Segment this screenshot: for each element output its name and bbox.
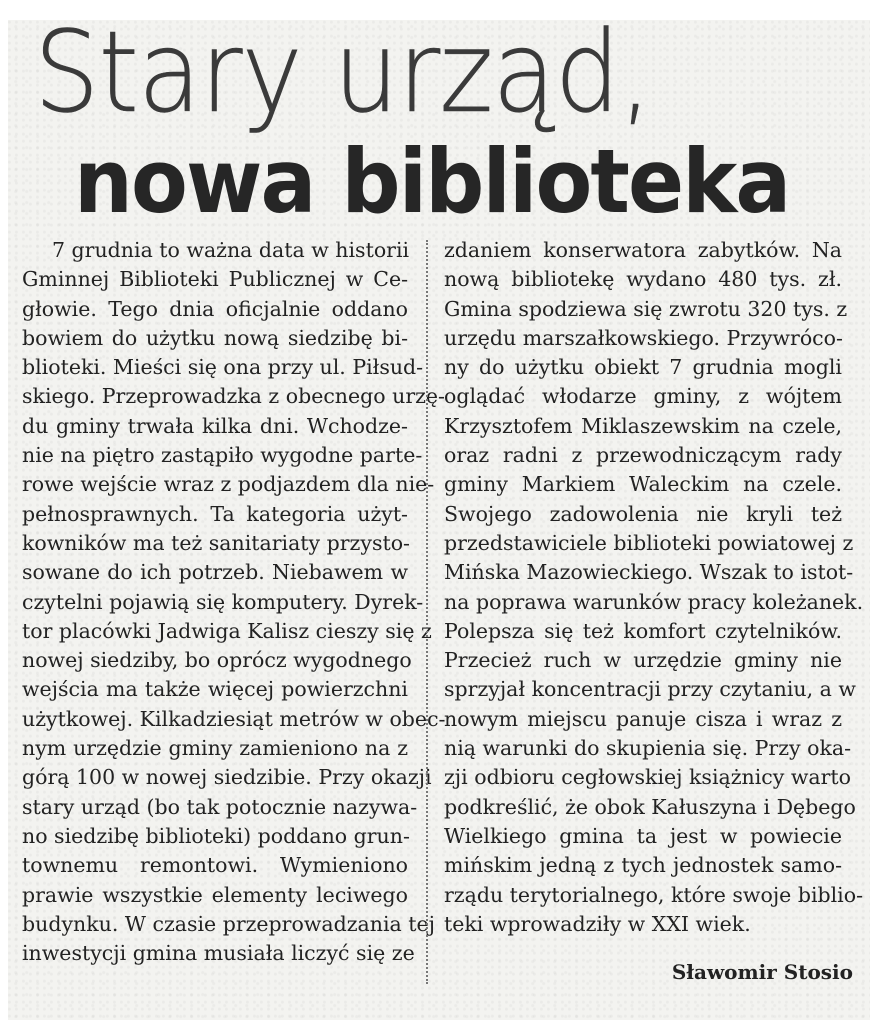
article-line: Mińska Mazowieckiego. Wszak to istot- bbox=[444, 560, 854, 585]
article-line: nią warunki do skupienia się. Przy oka- bbox=[444, 736, 852, 761]
article-line: przedstawiciele biblioteki powiatowej z bbox=[444, 530, 854, 555]
article-line: nową bibliotekę wydano 480 tys. zł. bbox=[444, 267, 842, 292]
article-line: rządu terytorialnego, które swoje biblio- bbox=[444, 882, 864, 907]
article-line: sprzyjał koncentracji przy czytaniu, a w bbox=[444, 677, 856, 702]
article-line: urzędu marszałkowskiego. Przywróco- bbox=[444, 325, 843, 350]
article-line: kowników ma też sanitariaty przysto- bbox=[22, 530, 410, 555]
article-line: głowie. Tego dnia oficjalnie oddano bbox=[22, 296, 408, 321]
article-line: prawie wszystkie elementy leciwego bbox=[22, 882, 408, 907]
article-line: du gminy trwała kilka dni. Wchodze- bbox=[22, 413, 408, 438]
article-line: nym urzędzie gminy zamieniono na z bbox=[22, 736, 408, 761]
article-line: ny do użytku obiekt 7 grudnia mogli bbox=[444, 355, 842, 380]
article-line: no siedzibę biblioteki) poddano grun- bbox=[22, 823, 410, 848]
article-line: nowej siedziby, bo oprócz wygodnego bbox=[22, 648, 412, 673]
article-line: skiego. Przeprowadzka z obecnego urzę- bbox=[22, 384, 445, 409]
article-line: zji odbioru cegłowskiej książnicy warto bbox=[444, 765, 852, 790]
headline bbox=[34, 8, 864, 246]
article-column-right bbox=[444, 236, 864, 939]
article-line: gminy Markiem Waleckim na czele. bbox=[444, 472, 842, 497]
article-line: Gmina spodziewa się zwrotu 320 tys. z bbox=[444, 296, 848, 321]
article-line: zdaniem konserwatora zabytków. Na bbox=[444, 238, 842, 262]
article-line: nie na piętro zastąpiło wygodne parte- bbox=[22, 443, 423, 468]
article-line: budynku. W czasie przeprowadzania tej bbox=[22, 911, 435, 936]
article-column-left bbox=[22, 236, 446, 968]
article-line: podkreślić, że obok Kałuszyna i Dębego bbox=[444, 794, 856, 819]
article-line: oglądać włodarze gminy, z wójtem bbox=[444, 384, 842, 409]
article-line: Wielkiego gmina ta jest w powiecie bbox=[444, 823, 842, 848]
article-line: pełnosprawnych. Ta kategoria użyt- bbox=[22, 501, 408, 526]
article-line: blioteki. Mieści się ona przy ul. Piłsud- bbox=[22, 355, 424, 380]
article-line: bowiem do użytku nową siedzibę bi- bbox=[22, 325, 408, 350]
article-line: stary urząd (bo tak potocznie nazywa- bbox=[22, 794, 418, 819]
headline-line-1: Stary urząd, bbox=[34, 8, 652, 138]
article-line: mińskim jedną z tych jednostek samo- bbox=[444, 853, 842, 878]
article-line: townemu remontowi. Wymieniono bbox=[22, 853, 408, 878]
article-line: rowe wejście wraz z podjazdem dla nie- bbox=[22, 472, 435, 497]
article-line: nowym miejscu panuje cisza i wraz z bbox=[444, 706, 842, 731]
article-line: Polepsza się też komfort czytelników. bbox=[444, 618, 842, 643]
article-line: czytelni pojawią się komputery. Dyrek- bbox=[22, 589, 424, 614]
author-byline: Sławomir Stosio bbox=[671, 960, 853, 984]
article-line: Krzysztofem Miklaszewskim na czele, bbox=[444, 413, 842, 438]
article-line: 7 grudnia to ważna data w historii bbox=[52, 238, 410, 262]
article-line: na poprawa warunków pracy koleżanek. bbox=[444, 589, 864, 614]
article-line: teki wprowadziły w XXI wiek. bbox=[444, 911, 751, 936]
article-line: inwestycji gmina musiała liczyć się ze bbox=[22, 941, 415, 966]
article-line: Swojego zadowolenia nie kryli też bbox=[444, 501, 842, 526]
article-line: tor placówki Jadwiga Kalisz cieszy się z bbox=[22, 618, 432, 643]
article-line: użytkowej. Kilkadziesiąt metrów w obec- bbox=[22, 706, 446, 731]
article-line: Gminnej Biblioteki Publicznej w Ce- bbox=[22, 267, 408, 292]
headline-line-2: nowa biblioteka bbox=[74, 130, 790, 233]
article-line: górą 100 w nowej siedzibie. Przy okazji bbox=[22, 765, 432, 790]
article-line: Przecież ruch w urzędzie gminy nie bbox=[444, 648, 842, 673]
article-line: oraz radni z przewodniczącym rady bbox=[444, 443, 842, 468]
column-divider bbox=[426, 240, 428, 984]
article-line: wejścia ma także więcej powierzchni bbox=[22, 677, 408, 702]
article-line: sowane do ich potrzeb. Niebawem w bbox=[22, 560, 408, 585]
